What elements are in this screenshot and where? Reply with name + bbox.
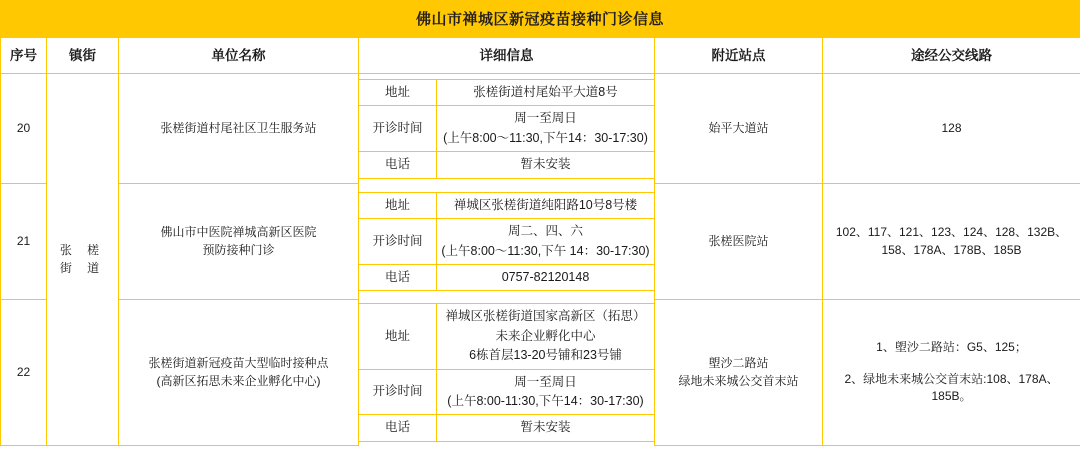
detail-label-phone: 电话 (359, 152, 437, 178)
unit-line-1: 张槎街道新冠疫苗大型临时接种点 (148, 356, 329, 371)
cell-bus (823, 300, 1080, 446)
nearby-line-2: 绿地未来城公交首末站 (678, 373, 799, 388)
cell-seq: 20 (1, 74, 47, 184)
detail-label-address: 地址 (359, 80, 437, 106)
detail-label-phone: 电话 (359, 264, 437, 290)
detail-value-address: 禅城区张槎街道纯阳路10号8号楼 (437, 192, 655, 218)
bus-line-1: 1、塱沙二路站：G5、125； (876, 340, 1027, 355)
address-line-1: 禅城区张槎街道国家高新区（拓思） (445, 309, 646, 324)
cell-detail (359, 74, 655, 184)
detail-value-phone: 0757-82120148 (437, 264, 655, 290)
cell-nearby (655, 300, 823, 446)
bus-line-spacer (827, 357, 1076, 371)
cell-seq: 22 (1, 300, 47, 446)
detail-value-phone: 暂未安装 (437, 415, 655, 441)
nearby-line-1: 塱沙二路站 (708, 356, 769, 371)
detail-row-address (359, 192, 655, 218)
hours-line-1: 周一至周日 (514, 374, 577, 389)
hours-line-2: (上午8:00～11:30,下午 14：30-17:30) (441, 243, 650, 258)
detail-value-address: 张槎街道村尾始平大道8号 (437, 80, 655, 106)
detail-subtable (358, 303, 655, 441)
table-header-row (1, 38, 1080, 74)
unit-line-2: (高新区拓思未来企业孵化中心) (156, 373, 321, 388)
column-header-seq: 序号 (1, 38, 47, 74)
detail-label-hours: 开诊时间 (359, 106, 437, 152)
detail-row-hours (359, 219, 655, 265)
detail-value-phone: 暂未安装 (437, 152, 655, 178)
detail-row-address (359, 80, 655, 106)
unit-line-2: 预防接种门诊 (202, 242, 275, 257)
column-header-detail: 详细信息 (359, 38, 655, 74)
table-row (1, 184, 1080, 300)
column-header-town: 镇街 (47, 38, 119, 74)
detail-label-phone: 电话 (359, 415, 437, 441)
bus-line-1: 102、117、121、123、124、128、132B、 (835, 225, 1068, 240)
cell-seq: 21 (1, 184, 47, 300)
column-header-bus: 途经公交线路 (823, 38, 1080, 74)
page-title: 佛山市禅城区新冠疫苗接种门诊信息 (0, 0, 1080, 37)
hours-line-1: 周二、四、六 (507, 224, 583, 239)
detail-value-hours (437, 106, 655, 152)
vaccination-sites-table (0, 37, 1080, 446)
table-row (1, 74, 1080, 184)
bus-line-2: 158、178A、178B、185B (881, 242, 1022, 257)
hours-line-2: (上午8:00-11:30,下午14：30-17:30) (447, 393, 644, 408)
cell-unit (119, 300, 359, 446)
cell-nearby: 始平大道站 (655, 74, 823, 184)
cell-town: 张 槎 街 道 (47, 74, 119, 446)
column-header-unit: 单位名称 (119, 38, 359, 74)
hours-line-1: 周一至周日 (514, 111, 577, 126)
detail-value-address (437, 304, 655, 369)
detail-subtable (358, 192, 655, 292)
detail-value-hours (437, 369, 655, 415)
detail-row-hours (359, 369, 655, 415)
cell-bus (823, 184, 1080, 300)
cell-bus: 128 (823, 74, 1080, 184)
column-header-nearby: 附近站点 (655, 38, 823, 74)
bus-line-2: 2、绿地未来城公交首末站:108、178A、185B。 (844, 371, 1059, 404)
cell-detail (359, 184, 655, 300)
detail-label-hours: 开诊时间 (359, 219, 437, 265)
cell-nearby: 张槎医院站 (655, 184, 823, 300)
detail-label-address: 地址 (359, 192, 437, 218)
table-row (1, 300, 1080, 446)
detail-label-address: 地址 (359, 304, 437, 369)
cell-detail (359, 300, 655, 446)
address-line-2: 未来企业孵化中心 (495, 328, 596, 343)
detail-label-hours: 开诊时间 (359, 369, 437, 415)
cell-unit (119, 184, 359, 300)
detail-row-phone (359, 415, 655, 441)
cell-unit: 张槎街道村尾社区卫生服务站 (119, 74, 359, 184)
hours-line-2: (上午8:00～11:30,下午14：30-17:30) (443, 130, 648, 145)
detail-subtable (358, 79, 655, 179)
address-line-3: 6栋首层13-20号铺和23号铺 (469, 348, 622, 363)
detail-row-phone (359, 152, 655, 178)
detail-row-hours (359, 106, 655, 152)
detail-row-address (359, 304, 655, 369)
detail-value-hours (437, 219, 655, 265)
unit-line-1: 佛山市中医院禅城高新区医院 (160, 225, 317, 240)
detail-row-phone (359, 264, 655, 290)
